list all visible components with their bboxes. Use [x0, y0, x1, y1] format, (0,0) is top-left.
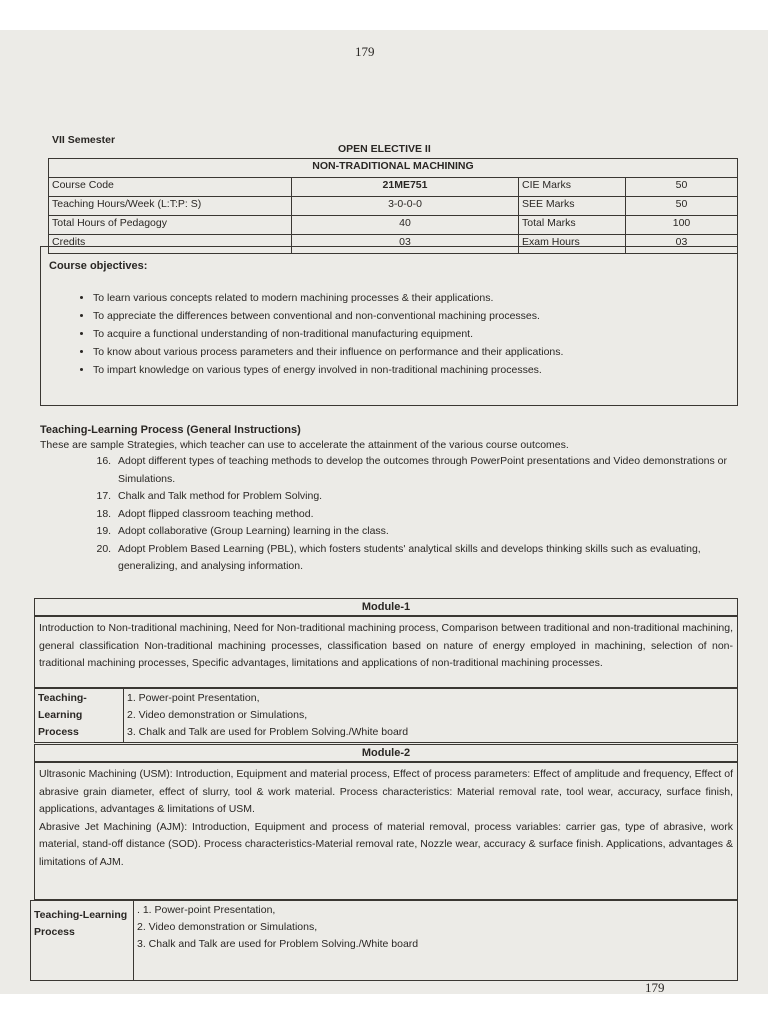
module-2-teaching-table	[30, 900, 738, 981]
course-code-label: Course Code	[49, 178, 292, 197]
list-item: 16. Adopt different types of teaching methods to develop the outcomes through PowerPoint presentations and Video demonstrations or Simulations.	[114, 453, 738, 488]
tlp-title: Teaching-Learning Process (General Instructions)	[40, 424, 301, 436]
pedagogy-hours-label: Total Hours of Pedagogy	[49, 216, 292, 235]
subject-title: NON-TRADITIONAL MACHINING	[49, 159, 738, 178]
teaching-learning-section	[40, 424, 738, 576]
list-item: 3. Chalk and Talk are used for Problem Solving./White board	[127, 726, 409, 738]
page-number-top: 179	[355, 44, 375, 59]
module-1-tl-label: Teaching-Learning Process	[35, 689, 124, 743]
module-2-paragraph-usm: Ultrasonic Machining (USM): Introduction, Equipment and material process, Effect of process parameters: Effect of amplitude and frequency, Effect of abrasive grain diameter, effect of slurry, tool & work material. Process characteristics: Material removal rate, tool wear, accuracy, surface finish, applications, advantages & limitations of USM.	[39, 768, 733, 815]
exam-hours-label: Exam Hours	[519, 235, 626, 254]
list-item: • To impart knowledge on various types of energy involved in non-traditional machining processes.	[93, 361, 733, 379]
list-item: • To appreciate the differences between conventional and non-conventional machining processes.	[93, 307, 733, 325]
list-item: 3. Chalk and Talk are used for Problem Solving./White board	[137, 938, 419, 950]
module-2-content	[34, 762, 738, 900]
tlp-list	[40, 453, 738, 576]
semester-label: VII Semester	[52, 134, 116, 146]
see-marks-label: SEE Marks	[519, 197, 626, 216]
list-item: 2. Video demonstration or Simulations,	[127, 709, 308, 721]
pedagogy-hours-value: 40	[292, 216, 519, 235]
course-code-value: 21ME751	[292, 178, 519, 197]
list-item: 2. Video demonstration or Simulations,	[137, 921, 318, 933]
credits-value: 03	[292, 235, 519, 254]
module-1-title: Module-1	[34, 598, 738, 616]
list-item: 19. Adopt collaborative (Group Learning) learning in the class.	[114, 523, 738, 541]
teaching-hours-value: 3-0-0-0	[292, 197, 519, 216]
module-2-paragraph-ajm: Abrasive Jet Machining (AJM): Introduction, Equipment and process of material removal, process variables: carrier gas, type of abrasive, work material, stand-off distance (SOD). Process characteristics-Material removal rate, Nozzle wear, accuracy & surface finish. Applications, advantages & limitations of AJM.	[39, 820, 733, 868]
list-item: 17. Chalk and Talk method for Problem Solving.	[114, 488, 738, 506]
course-info-table	[48, 158, 738, 254]
elective-label: OPEN ELECTIVE II	[338, 143, 431, 155]
cie-marks-value: 50	[626, 178, 738, 197]
module-1-teaching-table	[34, 688, 738, 743]
list-item: 1. Power-point Presentation,	[127, 692, 260, 704]
module-2-tl-items	[134, 901, 738, 981]
total-marks-label: Total Marks	[519, 216, 626, 235]
list-item: 20. Adopt Problem Based Learning (PBL), which fosters students' analytical skills and develops thinking skills such as evaluating, generalizing, and analysing information.	[114, 541, 738, 576]
module-1-tl-items	[124, 689, 738, 743]
list-item: • To acquire a functional understanding of non-traditional manufacturing equipment.	[93, 325, 733, 343]
course-objectives-section	[40, 246, 738, 406]
table-row	[49, 216, 738, 235]
list-item: . 1. Power-point Presentation,	[137, 904, 276, 916]
list-item: 18. Adopt flipped classroom teaching method.	[114, 506, 738, 524]
list-item: • To know about various process parameters and their influence on performance and their applications.	[93, 343, 733, 361]
list-item: • To learn various concepts related to modern machining processes & their applications.	[93, 289, 733, 307]
module-2-tl-label: Teaching-Learning Process	[31, 901, 134, 981]
credits-label: Credits	[49, 235, 292, 254]
total-marks-value: 100	[626, 216, 738, 235]
teaching-hours-label: Teaching Hours/Week (L:T:P: S)	[49, 197, 292, 216]
page-number-bottom: 179	[645, 980, 665, 995]
cie-marks-label: CIE Marks	[519, 178, 626, 197]
tlp-subtitle: These are sample Strategies, which teacher can use to accelerate the attainment of the various course outcomes.	[40, 439, 569, 451]
exam-hours-value: 03	[626, 235, 738, 254]
objectives-title: Course objectives:	[49, 260, 148, 272]
module-1-content: Introduction to Non-traditional machining, Need for Non-traditional machining process, Comparison between traditional and non-traditional machining, general classification Non-traditional machining processes, classification based on nature of energy employed in machining, selection of non-traditional machining processes, Specific advantages, limitations and applications of non-traditional machining processes.	[34, 616, 738, 688]
see-marks-value: 50	[626, 197, 738, 216]
table-row	[49, 178, 738, 197]
module-2-title: Module-2	[34, 744, 738, 762]
table-row	[49, 197, 738, 216]
objectives-list	[71, 289, 733, 379]
